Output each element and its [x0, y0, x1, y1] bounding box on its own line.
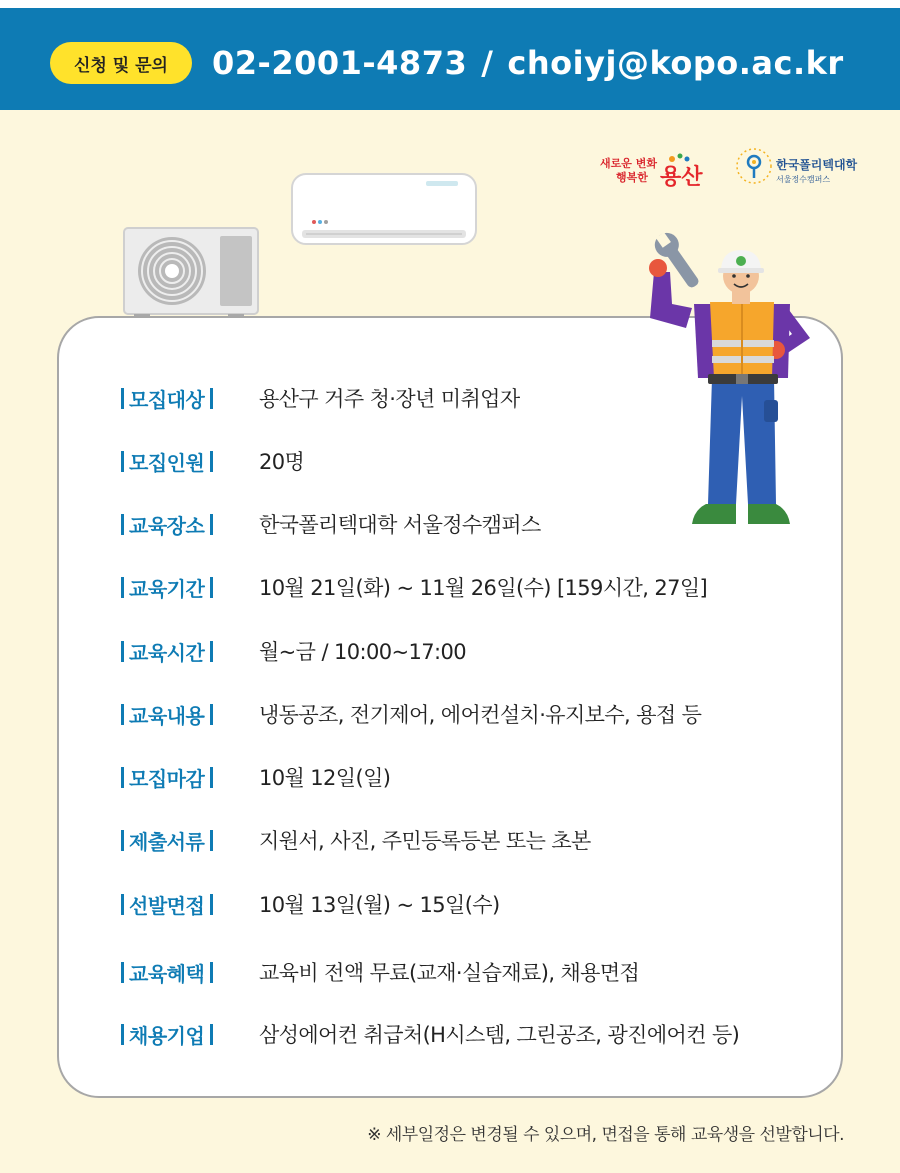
- info-value: 용산구 거주 청·장년 미취업자: [259, 387, 520, 411]
- info-value: 지원서, 사진, 주민등록등본 또는 초본: [259, 829, 591, 853]
- inquiry-badge: 신청 및 문의: [50, 42, 192, 84]
- info-label: 교육장소: [121, 510, 259, 539]
- outdoor-ac-illustration: [120, 224, 262, 324]
- info-row-target: [121, 381, 520, 415]
- info-label: 교육시간: [121, 637, 259, 666]
- info-value: 냉동공조, 전기제어, 에어컨설치·유지보수, 용접 등: [259, 703, 702, 727]
- info-value: 교육비 전액 무료(교재·실습재료), 채용면접: [259, 961, 640, 985]
- info-label: 선발면접: [121, 890, 259, 919]
- phone-number[interactable]: 02-2001-4873: [212, 44, 468, 82]
- info-row-employers: [121, 1017, 739, 1051]
- info-value: 20명: [259, 450, 305, 474]
- info-label: 모집인원: [121, 447, 259, 476]
- info-row-period: [121, 570, 707, 604]
- info-row-documents: [121, 823, 591, 857]
- info-value: 10월 13일(월) ~ 15일(수): [259, 893, 500, 917]
- info-value: 삼성에어컨 취급처(H시스템, 그린공조, 광진에어컨 등): [259, 1023, 740, 1047]
- kopo-logo: [732, 142, 862, 190]
- yongsan-logo-text-2: 행복한: [616, 171, 648, 184]
- info-row-hours: [121, 634, 466, 668]
- email-address[interactable]: choiyj@kopo.ac.kr: [507, 44, 844, 82]
- indoor-ac-illustration: [290, 172, 478, 246]
- worker-with-wrench-illustration: [636, 228, 816, 534]
- info-label: 모집대상: [121, 384, 259, 413]
- footnote: ※ 세부일정은 변경될 수 있으며, 면접을 통해 교육생을 선발합니다.: [367, 1125, 844, 1145]
- info-label: 채용기업: [121, 1020, 259, 1049]
- info-row-headcount: [121, 444, 304, 478]
- yongsan-logo-text-3: 용산: [660, 165, 703, 190]
- info-label: 교육내용: [121, 700, 259, 729]
- info-row-interview: [121, 887, 500, 921]
- info-label: 교육혜택: [121, 958, 259, 987]
- info-row-content: [121, 697, 701, 731]
- info-row-location: [121, 507, 541, 541]
- info-label: 모집마감: [121, 763, 259, 792]
- info-value: 10월 12일(일): [259, 766, 391, 790]
- contact-banner: [0, 0, 900, 110]
- info-row-deadline: [121, 760, 390, 794]
- kopo-logo-name: 한국폴리텍대학: [776, 158, 858, 172]
- info-row-benefits: [121, 955, 639, 989]
- yongsan-logo: [598, 150, 710, 190]
- info-label: 제출서류: [121, 826, 259, 855]
- yongsan-logo-text-1: 새로운 변화: [600, 157, 657, 170]
- kopo-logo-campus: 서울정수캠퍼스: [776, 175, 831, 184]
- contact-separator: /: [481, 44, 494, 82]
- contact-info: [212, 40, 844, 86]
- info-value: 10월 21일(화) ~ 11월 26일(수) [159시간, 27일]: [259, 576, 708, 600]
- info-value: 월~금 / 10:00~17:00: [259, 640, 467, 664]
- info-label: 교육기간: [121, 573, 259, 602]
- info-value: 한국폴리텍대학 서울정수캠퍼스: [259, 513, 541, 537]
